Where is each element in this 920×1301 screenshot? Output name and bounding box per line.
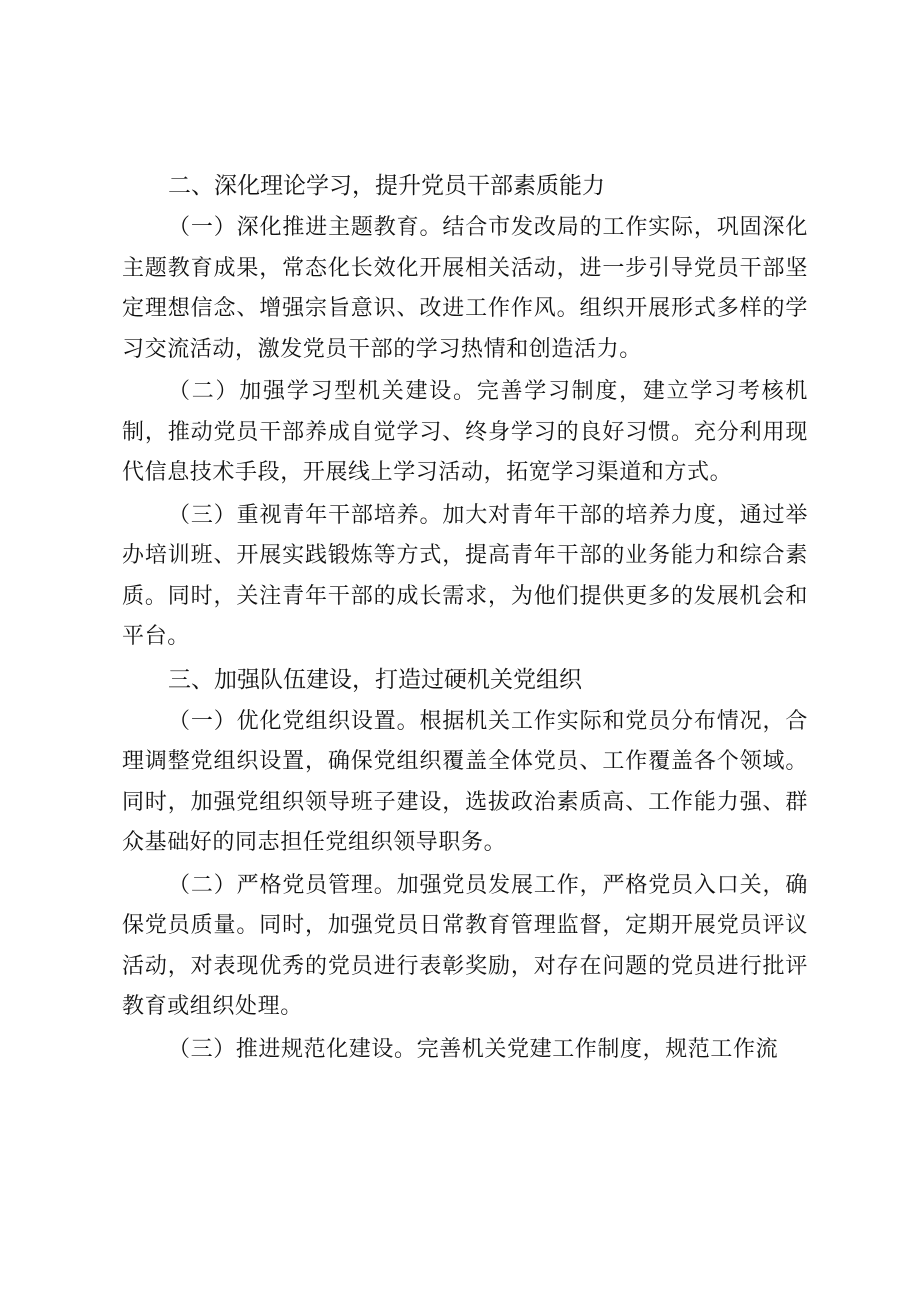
section-3-heading: 三、加强队伍建设，打造过硬机关党组织 [168,666,582,693]
section-2-heading: 二、深化理论学习，提升党员干部素质能力 [168,173,605,199]
section-3-paragraph-3: （三）推进规范化建设。完善机关党建工作制度，规范工作流 [168,1036,779,1062]
section-3-paragraph-2: （二）严格党员管理。加强党员发展工作，严格党员入口关，确保党员质量。同时，加强党员日常教育管理监督，定期开展党员评议活动，对表现优秀的党员进行表彰奖励，对存在问题的党员进行批评教育或组织处理。 [122,872,808,1019]
section-3-paragraph-1: （一）优化党组织设置。根据机关工作实际和党员分布情况，合理调整党组织设置，确保党组织覆盖全体党员、工作覆盖各个领域。同时，加强党组织领导班子建设，选拔政治素质高、工作能力强、群众基础好的同志担任党组织领导职务。 [122,708,808,855]
section-2-paragraph-1: （一）深化推进主题教育。结合市发改局的工作实际，巩固深化主题教育成果，常态化长效化开展相关活动，进一步引导党员干部坚定理想信念、增强宗旨意识、改进工作作风。组织开展形式多样的学习交流活动，激发党员干部的学习热情和创造活力。 [122,215,808,362]
section-2-paragraph-3: （三）重视青年干部培养。加大对青年干部的培养力度，通过举办培训班、开展实践锻炼等方式，提高青年干部的业务能力和综合素质。同时，关注青年干部的成长需求，为他们提供更多的发展机会和平台。 [122,502,808,649]
document-body [122,166,808,1072]
section-2-paragraph-2: （二）加强学习型机关建设。完善学习制度，建立学习考核机制，推动党员干部养成自觉学习、终身学习的良好习惯。充分利用现代信息技术手段，开展线上学习活动，拓宽学习渠道和方式。 [122,379,808,485]
